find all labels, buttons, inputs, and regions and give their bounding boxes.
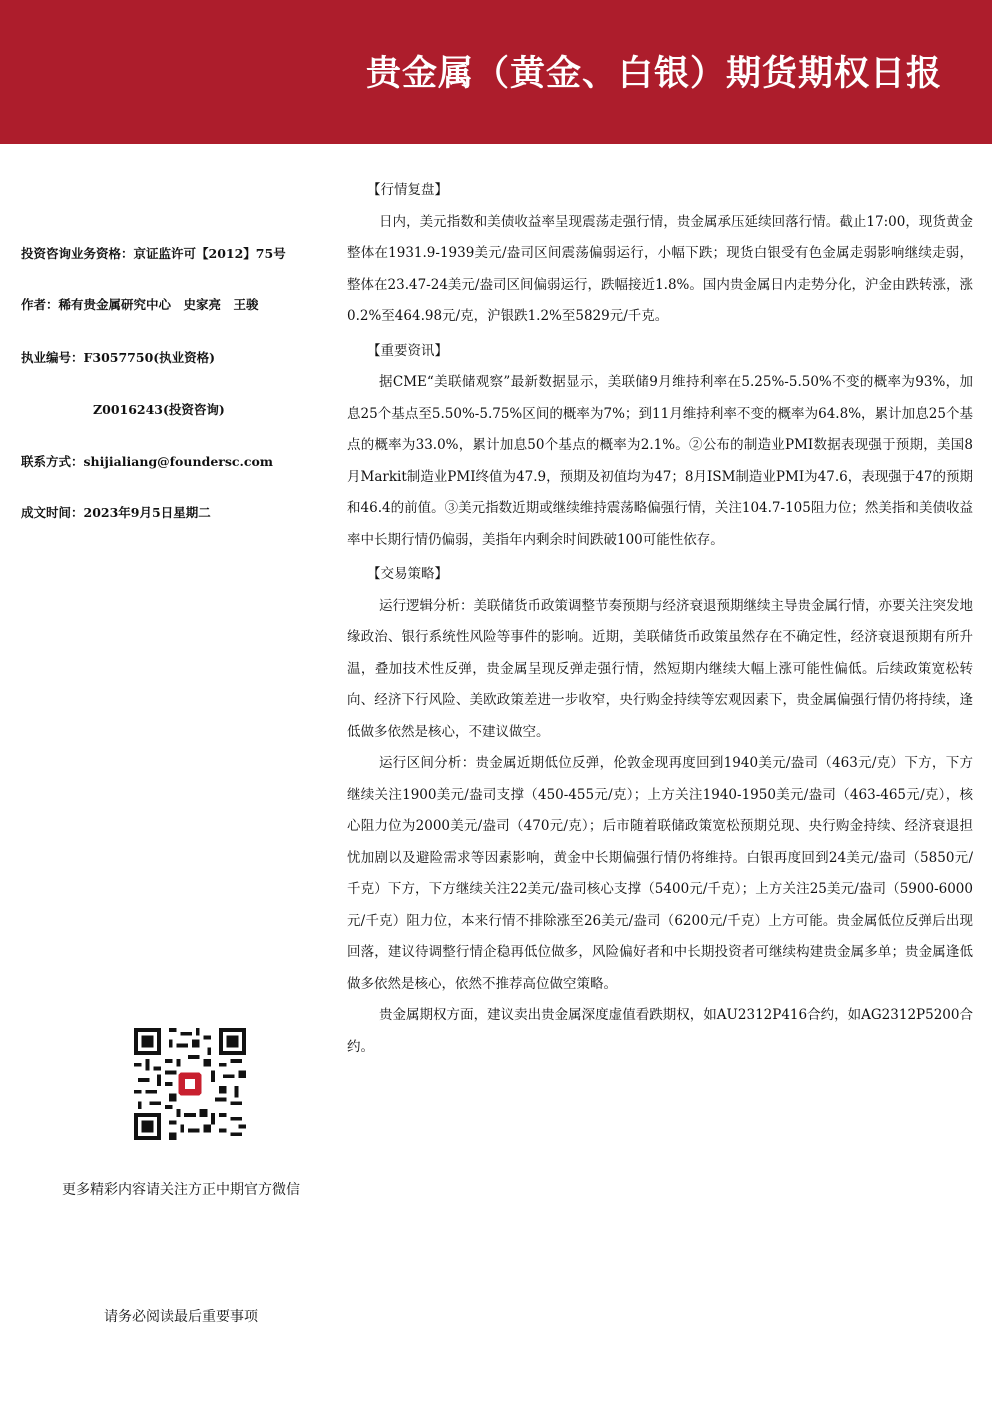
license-value-2: Z0016243(投资咨询) xyxy=(93,402,225,417)
news-paragraph: 据CME“美联储观察”最新数据显示，美联储9月维持利率在5.25%-5.50%不变的概率为93%，加息25个基点至5.50%-5.75%区间的概率为7%；到11月维持利率不变的概率为64.8%，累计加息25个基点的概率为33.0%，累计加息50个基点的概率为2.1%。②公布的制造业PMI数据表现强于预期，美国8月Markit制造业PMI终值为47.9，预期及初值均为47；8月ISM制造业PMI为47.6，表现强于47的预期和46.4的前值。③美元指数近期或继续维持震荡略偏强行情，关注104.7-105阻力位；然美指和美债收益率中长期行情仍偏弱，美指年内剩余时间跌破100可能性依存。 xyxy=(347,374,973,548)
qualification-line xyxy=(21,244,286,262)
sidebar xyxy=(0,0,330,1403)
qualification-value: 京证监许可【2012】75号 xyxy=(133,246,286,261)
contact-label: 联系方式： xyxy=(21,454,84,469)
license-label: 执业编号： xyxy=(21,350,84,365)
section-heading-news: 【重要资讯】 xyxy=(367,342,448,359)
author-line xyxy=(21,295,259,313)
contact-email[interactable]: shijialiang@foundersc.com xyxy=(83,454,274,469)
license-line-2 xyxy=(93,400,225,418)
section-heading-market-review: 【行情复盘】 xyxy=(367,182,448,198)
market-review-paragraph: 日内，美元指数和美债收益率呈现震荡走强行情，贵金属承压延续回落行情。截止17:00，现货黄金整体在1931.9-1939美元/盎司区间震荡偏弱运行，小幅下跌；现货白银受有色金属走弱影响继续走弱，整体在23.47-24美元/盎司区间偏弱运行，跌幅接近1.8%。国内贵金属日内走势分化，沪金由跌转涨，涨0.2%至464.98元/克，沪银跌1.2%至5829元/千克。 xyxy=(347,213,973,324)
license-value-1: F3057750(执业资格) xyxy=(83,350,216,365)
contact-line xyxy=(21,452,273,470)
section-heading-strategy: 【交易策略】 xyxy=(367,566,448,582)
qualification-label: 投资咨询业务资格： xyxy=(21,246,134,261)
date-line xyxy=(21,503,211,521)
strategy-options-paragraph: 贵金属期权方面，建议卖出贵金属深度虚值看跌期权，如AU2312P416合约，如AG2312P5200合约。 xyxy=(347,1007,973,1055)
license-line xyxy=(21,348,215,366)
author-label: 作者： xyxy=(21,297,59,312)
qr-code-icon[interactable] xyxy=(134,1028,246,1140)
date-label: 成文时间： xyxy=(21,505,84,520)
important-notice: 请务必阅读最后重要事项 xyxy=(104,1309,258,1325)
report-body xyxy=(347,172,973,1063)
strategy-logic-paragraph: 运行逻辑分析：美联储货币政策调整节奏预期与经济衰退预期继续主导贵金属行情，亦要关注突发地缘政治、银行系统性风险等事件的影响。近期，美联储货币政策虽然存在不确定性，经济衰退预期有所升温，叠加技术性反弹，贵金属呈现反弹走强行情，然短期内继续大幅上涨可能性偏低。后续政策宽松转向、经济下行风险、美欧政策差进一步收窄，央行购金持续等宏观因素下，贵金属偏强行情仍将持续，逢低做多依然是核心，不建议做空。 xyxy=(347,597,973,740)
strategy-range-paragraph: 运行区间分析：贵金属近期低位反弹，伦敦金现再度回到1940美元/盎司（463元/克）下方，下方继续关注1900美元/盎司支撑（450-455元/克）；上方关注1940-1950美元/盎司（463-465元/克），核心阻力位为2000美元/盎司（470元/克）；后市随着联储政策宽松预期兑现、央行购金持续、经济衰退担忧加剧以及避险需求等因素影响，黄金中长期偏强行情仍将维持。白银再度回到24美元/盎司（5850元/千克）下方，下方继续关注22美元/盎司核心支撑（5400元/千克）；上方关注25美元/盎司（5900-6000元/千克）阻力位，本来行情不排除涨至26美元/盎司（6200元/千克）上方可能。贵金属低位反弹后出现回落，建议待调整行情企稳再低位做多，风险偏好者和中长期投资者可继续构建贵金属多单；贵金属逢低做多依然是核心，依然不推荐高位做空策略。 xyxy=(347,755,973,992)
date-value: 2023年9月5日星期二 xyxy=(83,505,211,520)
report-title: 贵金属（黄金、白银）期货期权日报 xyxy=(365,54,942,94)
author-value: 稀有贵金属研究中心 史家亮 王骏 xyxy=(58,297,259,312)
qr-caption: 更多精彩内容请关注方正中期官方微信 xyxy=(62,1182,300,1198)
